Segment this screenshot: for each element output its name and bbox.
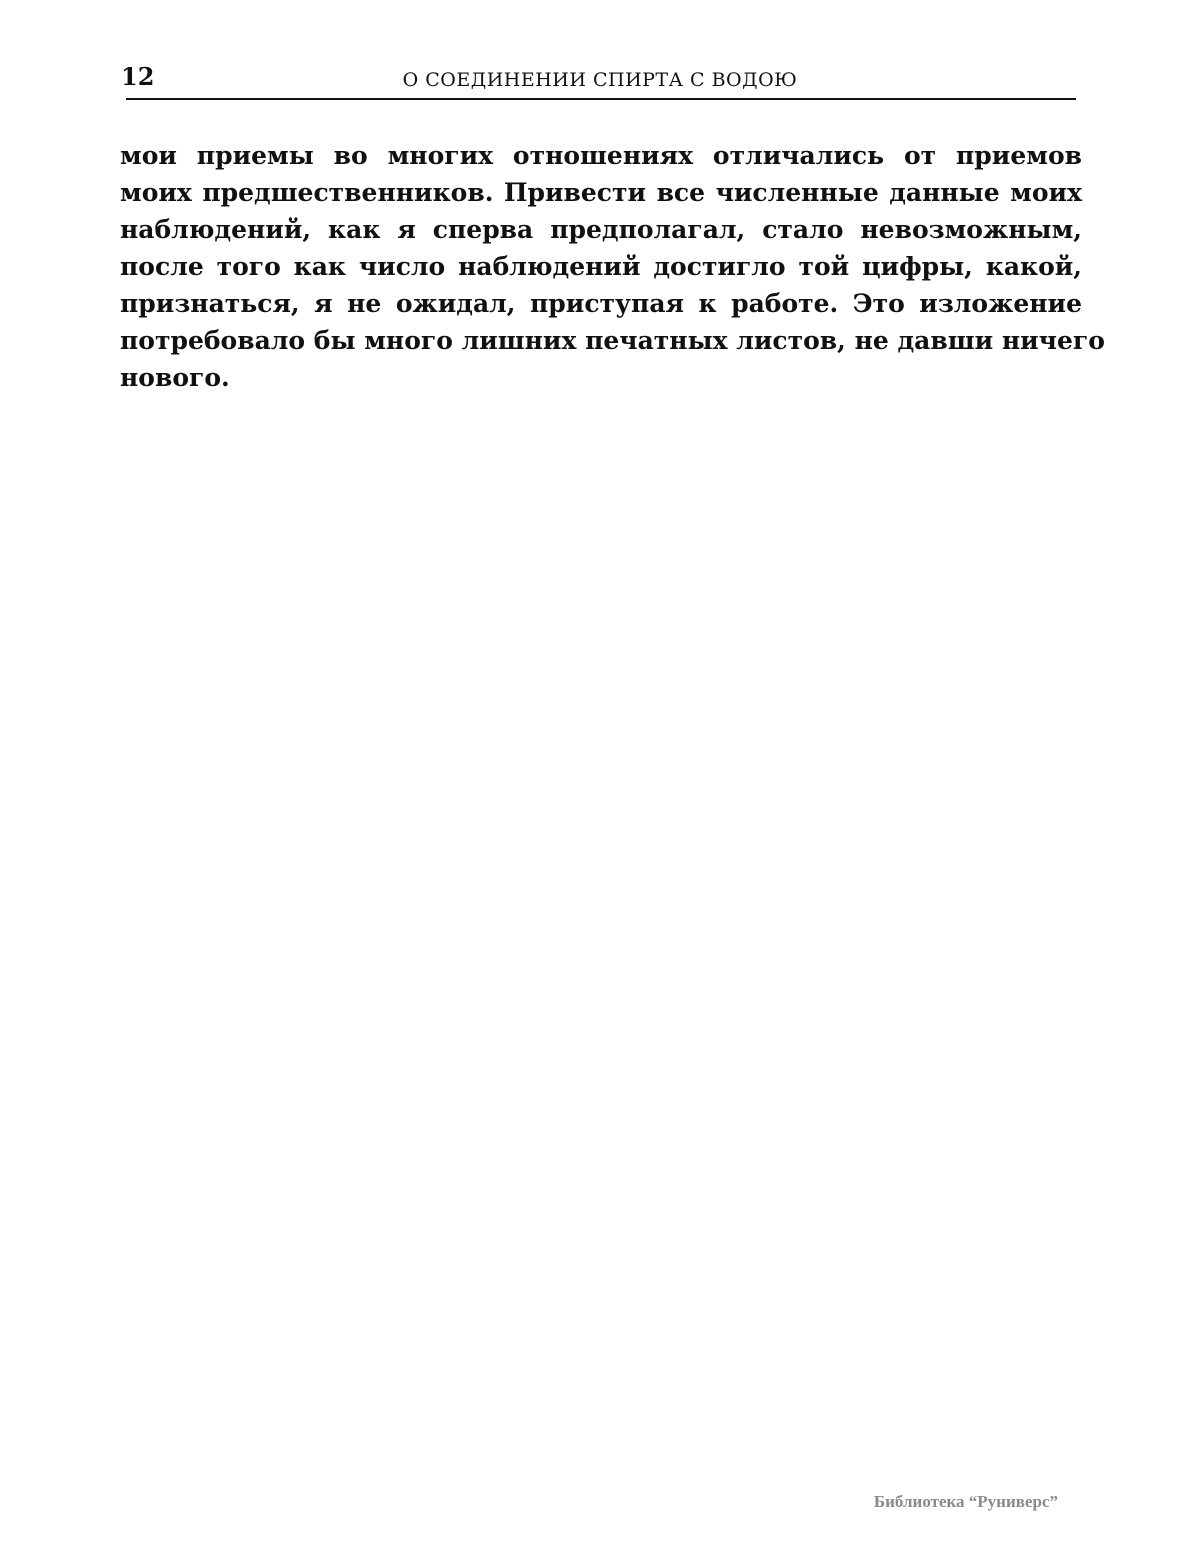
text-line: нового.: [120, 363, 230, 392]
text-line: после того как число наблюдений достигло той цифры, какой,: [120, 252, 1082, 281]
text-line: наблюдений, как я сперва предполагал, стало невозможным,: [120, 215, 1082, 244]
body-paragraph: [120, 137, 1105, 396]
running-head: О СОЕДИНЕНИИ СПИРТА С ВОДОЮ: [402, 69, 798, 91]
text-line: потребовало бы много лишних печатных листов, не давши ничего: [120, 326, 1105, 355]
header-rule: [126, 98, 1076, 100]
library-watermark: Библиотека “Руниверс”: [873, 1492, 1058, 1511]
page-number: 12: [121, 62, 155, 91]
text-line: признаться, я не ожидал, приступая к работе. Это изложение: [120, 289, 1082, 318]
text-line: моих предшественников. Привести все численные данные моих: [120, 178, 1082, 207]
text-line: мои приемы во многих отношениях отличались от приемов: [120, 141, 1082, 170]
